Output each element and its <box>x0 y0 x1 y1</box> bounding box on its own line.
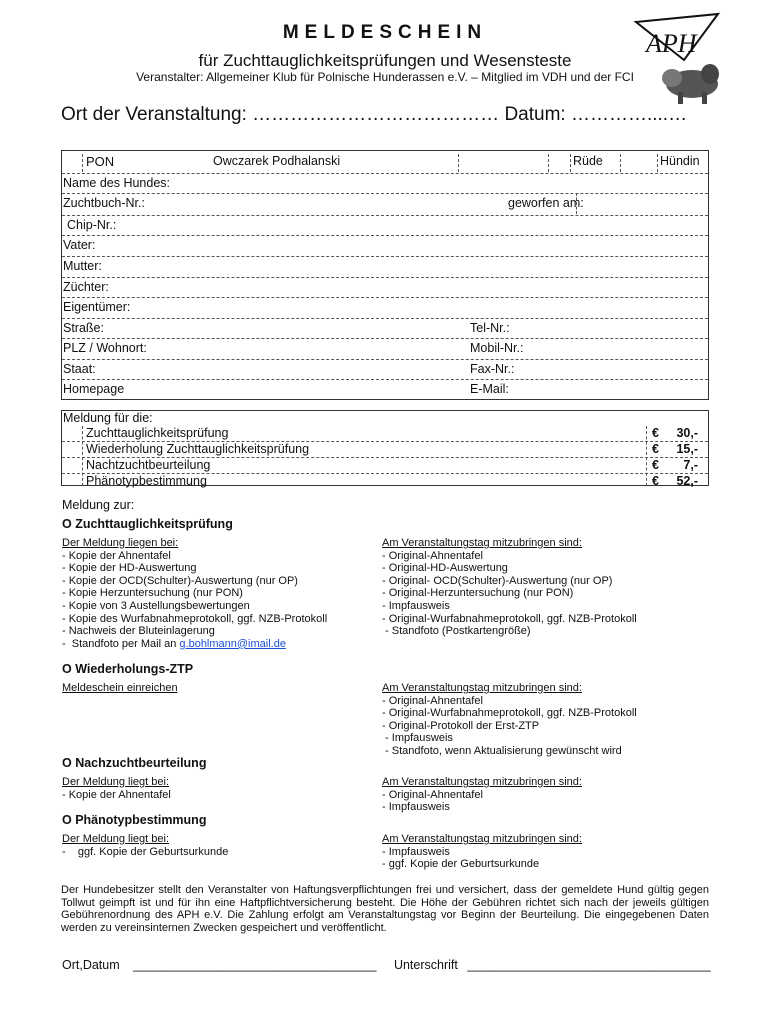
list-item: - Nachweis der Bluteinlagerung <box>62 625 215 638</box>
list-item: - Kopie von 3 Austellungsbewertungen <box>62 599 250 612</box>
list-item: - Original-HD-Auswertung <box>382 562 508 575</box>
fee-item[interactable]: Wiederholung Zuchttauglichkeitsprüfung € 15,- <box>62 442 708 458</box>
fees-heading: Meldung für die: <box>63 411 153 425</box>
list-item: - Kopie der Ahnentafel <box>62 549 171 562</box>
fee-list <box>62 426 708 489</box>
list-item: - Kopie der HD-Auswertung <box>62 562 197 575</box>
signature-label: Unterschrift <box>393 958 458 972</box>
email-link[interactable]: g.bohlmann@imail.de <box>179 637 286 650</box>
list-item: - Standfoto per Mail an g.bohlmann@imail.de <box>62 637 286 650</box>
list-item: - ggf. Kopie der Geburtsurkunde <box>62 845 229 858</box>
repeat-ztp-option[interactable]: O Wiederholungs-ZTP <box>62 662 194 676</box>
list-item: - ggf. Kopie der Geburtsurkunde <box>382 858 540 871</box>
breeder-field[interactable]: Züchter: <box>62 277 708 298</box>
list-item: - Impfausweis <box>382 599 450 612</box>
list-item: - Standfoto, wenn Aktualisierung gewünscht wird <box>382 744 622 757</box>
street-phone-row[interactable]: Straße: Tel-Nr.: <box>62 318 708 339</box>
homepage-email-row[interactable]: Homepage E-Mail: <box>63 382 509 396</box>
female-checkbox-label[interactable]: Hündin <box>660 154 700 168</box>
fee-item[interactable]: Phänotypbestimmung € 52,- <box>86 474 698 488</box>
list-item: - Original-Ahnentafel <box>382 788 483 801</box>
list-item: - Standfoto (Postkartengröße) <box>382 625 531 638</box>
form-subtitle: für Zuchttauglichkeitsprüfungen und Wesensteste <box>198 51 572 70</box>
breed-name: Owczarek Podhalanski <box>213 154 341 168</box>
list-item: - Original- OCD(Schulter)-Auswertung (nur OP) <box>382 574 613 587</box>
fee-item[interactable]: Zuchttauglichkeitsprüfung € 30,- <box>62 426 708 442</box>
list-item: - Kopie des Wurfabnahmeprotokoll, ggf. NZB-Protokoll <box>62 612 328 625</box>
ztp-option[interactable]: O Zuchttauglichkeitsprüfung <box>62 517 233 531</box>
fee-item[interactable]: Nachtzuchtbeurteilung € 7,- <box>62 458 708 474</box>
list-item: - Original-Wurfabnahmeprotokoll, ggf. NZB-Protokoll <box>382 612 637 625</box>
dog-name-field[interactable]: Name des Hundes: <box>62 173 708 194</box>
list-item: - Impfausweis <box>382 732 453 745</box>
sire-field[interactable]: Vater: <box>62 235 708 257</box>
whelped-label: geworfen am: <box>508 196 584 210</box>
repeat-bring-list: Am Veranstaltungstag mitzubringen sind: - Original-Ahnentafel - Original-Wurfabnahmeprotokoll, ggf. NZB-Protokoll - Original-Protokoll der Erst-ZTP - Impfausweis - Standfoto, wenn Aktualisierung gewünscht wird <box>382 682 712 758</box>
list-item: - Original-Protokoll der Erst-ZTP <box>382 719 540 732</box>
logo-text: APH <box>646 29 697 58</box>
place-date-line[interactable]: ___________________________________ <box>133 958 377 972</box>
owner-field[interactable]: Eigentümer: <box>62 297 708 319</box>
form-title: MELDESCHEIN <box>282 22 488 43</box>
list-item: - Original-Herzuntersuchung (nur PON) <box>382 587 574 600</box>
list-item: - Kopie der Ahnentafel <box>62 788 171 801</box>
ztp-bring-list: Am Veranstaltungstag mitzubringen sind: - Original-Ahnentafel - Original-HD-Auswertung - Original- OCD(Schulter)-Auswertung (nur OP) - Original-Herzuntersuchung (nur PON) - Impfausweis - Original-Wurfabnahmeprotokoll, ggf. NZB-Protokoll - Standfoto (Postkartengröße) <box>382 537 712 638</box>
signature-row <box>62 958 711 972</box>
male-checkbox-label[interactable]: Rüde <box>573 154 603 168</box>
signature-line[interactable]: ___________________________________ <box>467 958 711 972</box>
ztp-attachments: Der Meldung liegen bei: - Kopie der Ahnentafel - Kopie der HD-Auswertung - Kopie der OCD(Schulter)-Auswertung (nur OP) - Kopie Herzuntersuchung (nur PON) - Kopie von 3 Austellungsbewertungen - Kopie des Wurfabnahmeprotokoll, ggf. NZB-Protokoll - Nachweis der Bluteinlagerung - Standfoto per Mail an g.bohlmann@imail.de <box>62 537 382 650</box>
list-item: - Original-Ahnentafel <box>382 694 483 707</box>
place-date-label: Ort,Datum <box>62 958 120 972</box>
offspring-left: Der Meldung liegt bei: - Kopie der Ahnentafel <box>62 776 382 801</box>
fees-box <box>61 410 709 486</box>
list-item: - Kopie der OCD(Schulter)-Auswertung (nur OP) <box>62 574 298 587</box>
dog-data-box <box>61 150 709 400</box>
aph-logo <box>632 8 724 106</box>
phenotype-option[interactable]: O Phänotypbestimmung <box>62 813 207 827</box>
list-item: - Original-Wurfabnahmeprotokoll, ggf. NZB-Protokoll <box>382 707 637 720</box>
list-item: - Original-Ahnentafel <box>382 549 483 562</box>
offspring-bring-list: Am Veranstaltungstag mitzubringen sind: - Original-Ahnentafel - Impfausweis <box>382 776 712 814</box>
repeat-ztp-left: Meldeschein einreichen <box>62 682 178 694</box>
list-item: - Impfausweis <box>382 845 450 858</box>
venue-date-line: Ort der Veranstaltung: ………………………………… Datum: …………....… <box>61 104 688 125</box>
phenotype-bring-list: Am Veranstaltungstag mitzubringen sind: - Impfausweis - ggf. Kopie der Geburtsurkunde <box>382 833 712 871</box>
disclaimer-text: Der Hundebesitzer stellt den Veranstalter von Haftungsverpflichtungen frei und versichert, dass der gemeldete Hund gültig gegen Tollwut geimpft ist und für ihn eine Haftpflichtversicherung besteht. Die Höhe der Gebühren richtet sich nach der jeweils gültigen Gebührenordnung des APH e.V. Die Zahlung erfolgt am Veranstaltungstag vor Beginn der Beurteilung. Die eingegebenen Daten werden zu vereinsinternen Zwecken gespeichert und veröffentlicht. <box>61 884 709 934</box>
list-item: - Impfausweis <box>382 801 450 814</box>
zip-mobile-row[interactable]: PLZ / Wohnort: Mobil-Nr.: <box>62 338 708 360</box>
registration-heading: Meldung zur: <box>62 498 135 512</box>
organizer-line: Veranstalter: Allgemeiner Klub für Polnische Hunderassen e.V. – Mitglied im VDH und der FCI <box>136 70 634 84</box>
country-fax-row[interactable]: Staat: Fax-Nr.: <box>62 359 708 380</box>
studbook-field[interactable]: Zuchtbuch-Nr.: geworfen am: <box>62 193 708 216</box>
breed-code: PON <box>86 154 115 169</box>
offspring-option[interactable]: O Nachzuchtbeurteilung <box>62 756 207 770</box>
breed-row <box>62 151 708 174</box>
chip-field[interactable]: Chip-Nr.: <box>62 215 708 236</box>
dam-field[interactable]: Mutter: <box>62 256 708 278</box>
list-item: - Kopie Herzuntersuchung (nur PON) <box>62 587 243 600</box>
phenotype-left: Der Meldung liegt bei: - ggf. Kopie der Geburtsurkunde <box>62 833 382 858</box>
